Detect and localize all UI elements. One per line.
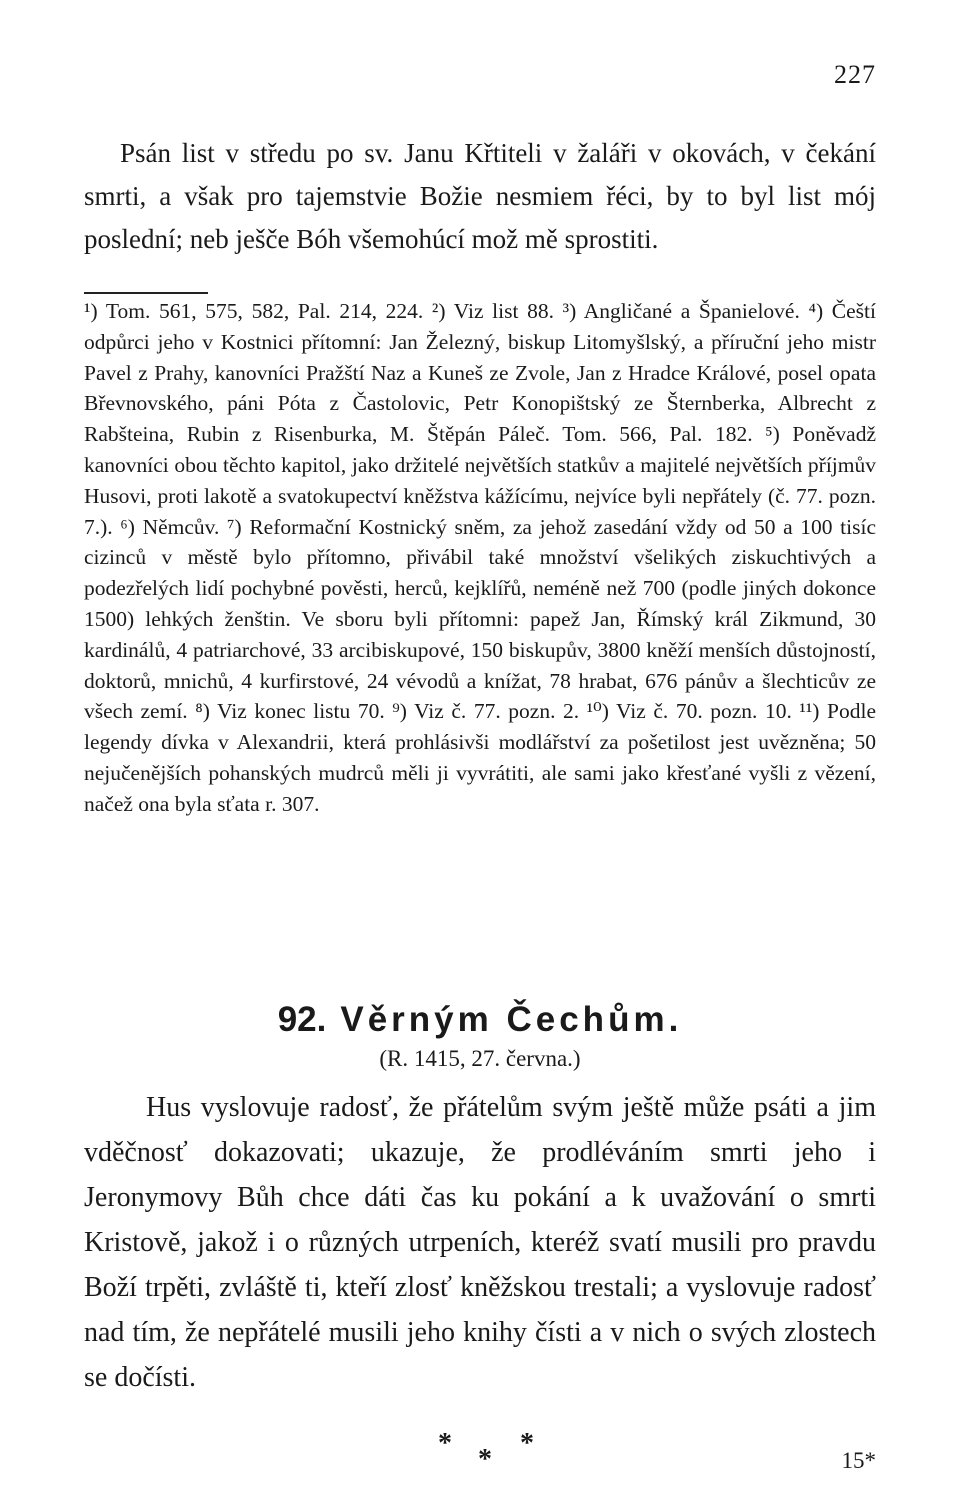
section-heading [0, 1000, 960, 1040]
asterisk-right: * [520, 1428, 534, 1459]
section-date: (R. 1415, 27. června.) [379, 1046, 581, 1071]
asterisk-left: * [438, 1428, 452, 1459]
footnote-separator [84, 292, 208, 294]
section-number: 92. [277, 1000, 327, 1039]
asterisk-bottom: * [478, 1444, 492, 1475]
footnotes-text: ¹) Tom. 561, 575, 582, Pal. 214, 224. ²) Viz list 88. ³) Angličané a Španielové. ⁴) Čeští odpůrci jeho v Kostnici přítomní: Jan Železný, biskup Litomyšlský, a příruční jeho mistr Pavel z Prahy, kanovníci Pražští Naz a Kuneš ze Zvole, Jan z Hradce Králové, posel opata Břevnovského, páni Póta z Častolovic, Petr Konopištský ze Šternberka, Albrecht z Rabšteina, Rubin z Risenburka, M. Štěpán Páleč. Tom. 566, Pal. 182. ⁵) Poněvadž kanovníci obou těchto kapitol, jako držitelé největších statkův a majitelé největších příjmův Husovi, proti lakotě a svatokupectví kněžstva kážícímu, nejvíce byli nepřátely (č. 77. pozn. 7.). ⁶) Němcův. ⁷) Reformační Kostnický sněm, za jehož zasedání vždy od 50 a 100 tisíc cizinců v městě bylo přítomno, přivábil také množství všelikých ziskuchtivých a podezřelých lidí pochybné pověsti, herců, kejklířů, neméně než 700 (podle jiných dokonce 1500) lehkých ženštin. Ve sboru byli přítomni: papež Jan, Římský král Zikmund, 30 kardinálů, 4 patriarchové, 33 arcibiskupové, 150 biskupův, 3800 kněží menších důstojností, doktorů, mnichů, 4 kurfirstové, 24 vévodů a knížat, 78 hrabat, 676 pánův a šlechticův ze všech zemí. ⁸) Viz konec listu 70. ⁹) Viz č. 77. pozn. 2. ¹⁰) Viz č. 70. pozn. 10. ¹¹) Podle legendy dívka v Alexandrii, která prohlásivši modlářství za pošetilost jest uvězněna; 50 nejučenějších pohanských mudrců měli ji vyvrátiti, ale sami jako křesťané vyšli z vězení, načež ona byla sťata r. 307. [84, 299, 876, 816]
asterism-divider [0, 1428, 960, 1475]
page-number: 227 [834, 60, 876, 89]
printer-signature: 15* [841, 1448, 876, 1473]
section-title: Věrným Čechům. [340, 1000, 683, 1039]
section-summary: Hus vyslovuje radosť, že přátelům svým ještě může psáti a jim vděčnosť dokazovati; ukazuje, že prodléváním smrti jeho i Jeronymovy Bůh chce dáti čas ku pokání a k uvažování o smrti Kristově, jakož i o různých utrpeních, kteréž svatí musili pro pravdu Boží trpěti, zvláště ti, kteří zlosť kněžskou trestali; a vyslovuje radosť nad tím, že nepřátelé musili jeho knihy čísti a v nich o svých zlostech se dočísti. [84, 1092, 876, 1393]
letter-closing-paragraph: Psán list v středu po sv. Janu Křtiteli v žaláři v okovách, v čekání smrti, a však pro tajemstvie Božie nesmiem řéci, by to byl list mój poslední; neb ješče Bóh všemohúcí mož mě sprostiti. [84, 138, 876, 254]
footnotes [84, 296, 876, 820]
